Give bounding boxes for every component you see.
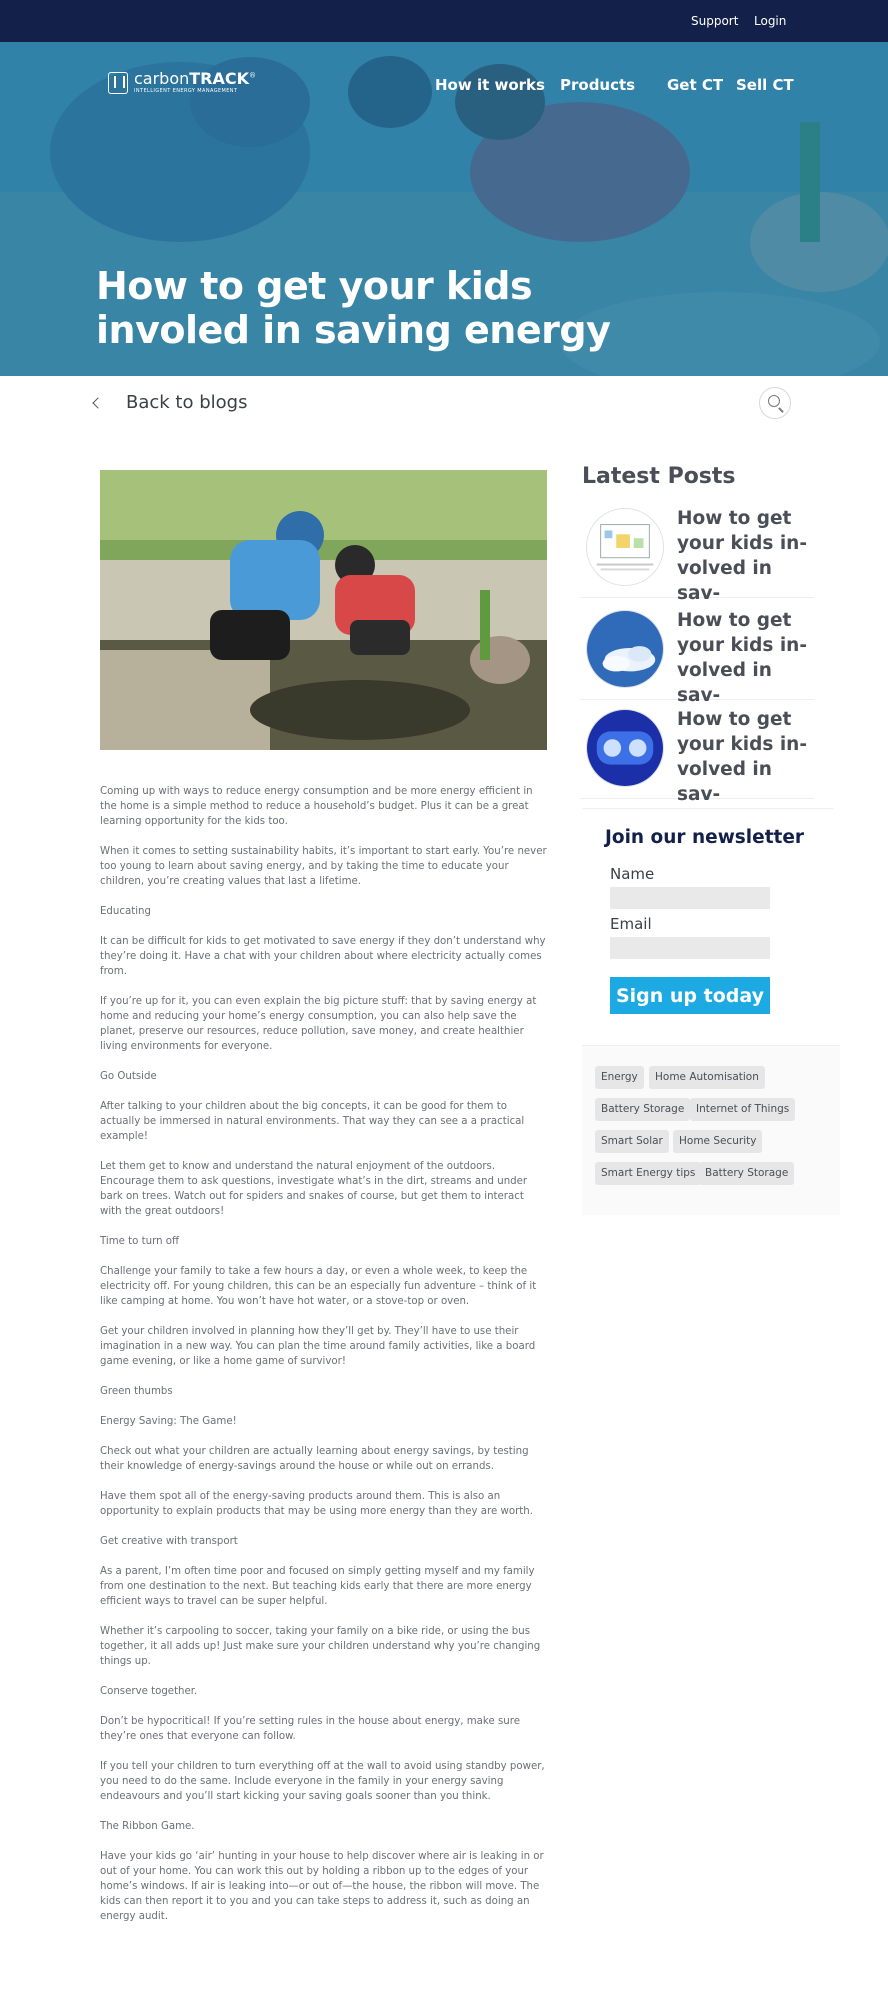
top-utility-bar (0, 0, 888, 42)
article-paragraph: Get your children involved in planning how they’ll get by. They’ll have to use their imagination in a new way. You can plan the time around family activities, like a board game evening, or like a home game of survivor! (100, 1326, 536, 1367)
post-title: How to get your kids involved in sav- (677, 610, 808, 706)
search-icon-handle (778, 407, 783, 412)
post-title: How to get your kids involved in sav- (677, 709, 808, 805)
logo-registered: ® (249, 71, 257, 80)
article-paragraph: If you’re up for it, you can even explain the big picture stuff: that by saving energy at home and reducing your home’s energy consumption, you can also help save the planet, preserve our resources, reduce pollution, save money, and create healthier living environments for everyone. (100, 996, 537, 1052)
article-subheading: Conserve together. (100, 1686, 198, 1697)
logo-name-light: carbon (134, 69, 190, 88)
back-label: Back to blogs (126, 392, 248, 413)
tag-cloud (582, 1045, 840, 1215)
post-title: How to get your kids involved in sav- (677, 508, 808, 604)
post-thumbnail (586, 610, 664, 688)
logo-mark-icon (108, 72, 128, 94)
name-field[interactable] (610, 887, 770, 909)
article-subheading: Get creative with transport (100, 1536, 238, 1547)
newsletter-form (583, 808, 833, 1048)
article-subheading: Energy Saving: The Game! (100, 1416, 237, 1427)
tag-home-automisation[interactable]: Home Automisation (649, 1066, 765, 1089)
tag-battery-storage-2[interactable]: Battery Storage (699, 1162, 794, 1185)
search-icon (768, 395, 780, 407)
email-field[interactable] (610, 937, 770, 959)
article-paragraph: As a parent, I’m often time poor and focused on simply getting myself and my family from one destination to the next. But teaching kids early that there are more energy efficient ways to travel can be super helpful. (100, 1566, 535, 1607)
brand-logo[interactable] (108, 71, 256, 94)
page-title: How to get your kids involed in saving energy (96, 264, 611, 352)
nav-how-it-works[interactable]: How it works (435, 76, 545, 94)
newsletter-title: Join our newsletter (605, 827, 805, 848)
name-label: Name (610, 865, 655, 883)
back-to-blogs-link[interactable] (88, 392, 247, 413)
article-paragraph: It can be difficult for kids to get motivated to save energy if they don’t understand why they’re doing it. Have a chat with your children about where electricity actually comes from. (100, 936, 546, 977)
article-paragraph: Check out what your children are actually learning about energy savings, by testing their knowledge of energy-savings around the house or while out on errands. (100, 1446, 529, 1472)
latest-post-item[interactable] (580, 703, 814, 805)
logo-tagline: INTELLIGENT ENERGY MANAGEMENT (134, 88, 238, 94)
latest-post-item[interactable] (580, 604, 814, 706)
latest-post-item[interactable] (580, 502, 814, 604)
nav-products[interactable]: Products (560, 76, 636, 94)
tag-smart-solar[interactable]: Smart Solar (595, 1130, 669, 1153)
article-paragraph: Whether it’s carpooling to soccer, taking your family on a bike ride, or using the bus together, it all adds up! Just make sure your children understand why you’re changing things up. (100, 1626, 541, 1667)
post-thumbnail (586, 508, 664, 586)
tag-battery-storage[interactable]: Battery Storage (595, 1098, 690, 1121)
article-subheading: The Ribbon Game. (100, 1821, 195, 1832)
logo-name (134, 71, 256, 87)
hero-banner (0, 42, 888, 376)
article-subheading: Green thumbs (100, 1386, 173, 1397)
email-label: Email (610, 915, 652, 933)
article-paragraph: Have your kids go ‘air’ hunting in your house to help discover where air is leaking in or out of your home. You can work this out by holding a ribbon up to the edges of your home’s windows. If air is leaking into—or out of—the house, the ribbon will move. The kids can then report it to you and you can take steps to address it, such as doing an energy audit. (100, 1851, 544, 1922)
logo-name-bold: TRACK (189, 69, 250, 88)
article-body (100, 784, 548, 1939)
article-subheading: Time to turn off (100, 1236, 180, 1247)
article-paragraph: If you tell your children to turn everything off at the wall to avoid using standby power, you need to do the same. Include everyone in the family in your energy saving endeavours and you’ll start kicking your saving goals sooner than you think. (100, 1761, 545, 1802)
article-paragraph: Don’t be hypocritical! If you’re setting rules in the house about energy, make sure they’re ones that everyone can follow. (100, 1716, 520, 1742)
nav-get-ct[interactable]: Get CT (667, 76, 724, 94)
article-paragraph: After talking to your children about the big concepts, it can be good for them to actually be immersed in natural environments. That way they can see a a practical example! (100, 1101, 525, 1142)
article-paragraph: When it comes to setting sustainability habits, it’s important to start early. You’re never too young to learn about saving energy, and by taking the time to educate your children, you’re creating values that last a lifetime. (100, 846, 547, 887)
article-paragraph: Challenge your family to take a few hours a day, or even a whole week, to keep the electricity off. For young children, this can be an especially fun adventure – think of it like camping at home. You won’t have hot water, or a stove-top or oven. (100, 1266, 537, 1307)
support-link[interactable]: Support (691, 14, 739, 28)
article-subheading: Go Outside (100, 1071, 157, 1082)
chevron-left-icon (92, 397, 103, 408)
tag-energy[interactable]: Energy (595, 1066, 644, 1089)
article-paragraph: Coming up with ways to reduce energy consumption and be more energy efficient in the home is a simple method to reduce a household’s budget. Plus it can be a great learning opportunity for the kids too. (100, 786, 533, 827)
article-image (100, 470, 547, 750)
latest-posts-heading: Latest Posts (582, 464, 736, 489)
article-subheading: Educating (100, 906, 151, 917)
tag-internet-of-things[interactable]: Internet of Things (690, 1098, 795, 1121)
login-link[interactable]: Login (754, 14, 787, 28)
post-thumbnail (586, 709, 664, 787)
article-paragraph: Let them get to know and understand the natural enjoyment of the outdoors. Encourage them to ask questions, investigate what’s in the dirt, streams and under bark on trees. Watch out for spiders and snakes of course, but get them to interact with the great outdoors! (100, 1161, 528, 1217)
nav-sell-ct[interactable]: Sell CT (736, 76, 794, 94)
tag-smart-energy-tips[interactable]: Smart Energy tips (595, 1162, 701, 1185)
article-paragraph: Have them spot all of the energy-saving products around them. This is also an opportunity to explain products that may be using more energy than they are worth. (100, 1491, 533, 1517)
tag-home-security[interactable]: Home Security (673, 1130, 762, 1153)
logo-text (134, 71, 256, 94)
sign-up-button[interactable]: Sign up today (610, 977, 770, 1014)
search-button[interactable] (759, 387, 791, 419)
